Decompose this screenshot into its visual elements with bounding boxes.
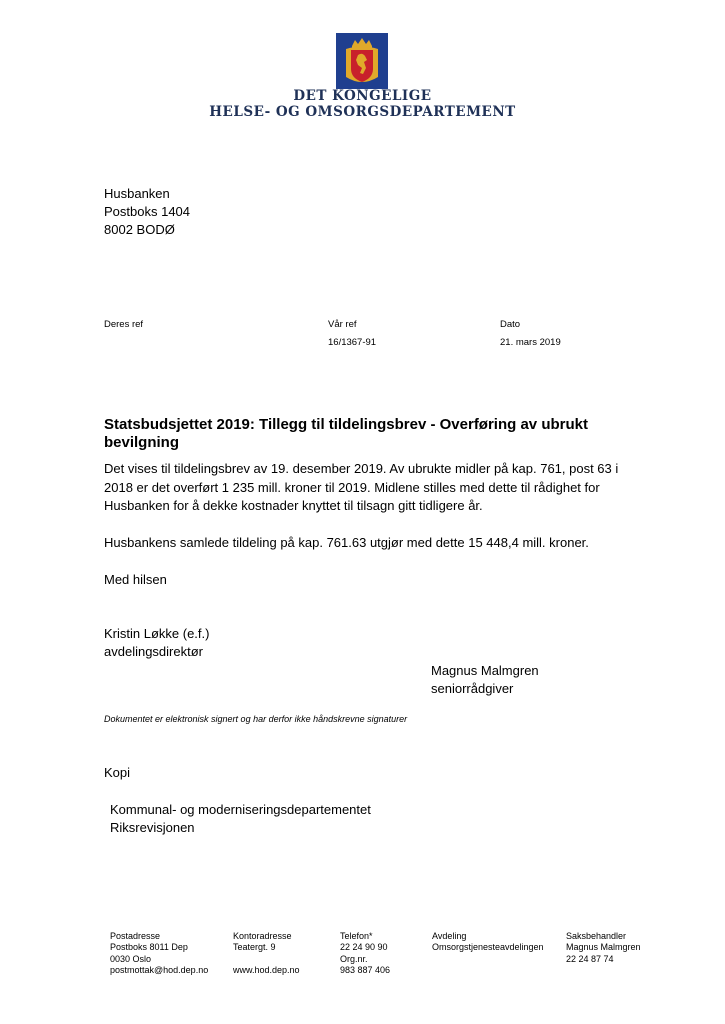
var-ref-label: Vår ref (328, 319, 357, 330)
footer-saksbehandler-label: Saksbehandler (566, 931, 627, 941)
footer-orgnr-label: Org.nr. (340, 953, 368, 964)
footer-kontoradresse-label: Kontoradresse (233, 931, 292, 941)
department-name (190, 89, 535, 120)
footer-spacer (233, 954, 300, 965)
signature-1-name: Kristin Løkke (e.f.) (104, 626, 210, 641)
copy-list (110, 801, 371, 837)
footer-postadresse-label: Postadresse (110, 931, 161, 941)
footer-postadresse (110, 931, 208, 976)
var-ref-value: 16/1367-91 (328, 337, 377, 348)
electronic-signature-notice: Dokumentet er elektronisk signert og har derfor ikke håndskrevne signaturer (104, 714, 408, 724)
body-paragraph-1: Det vises til tildelingsbrev av 19. desember 2019. Av ubrukte midler på kap. 761, post 63 i 2018 er det overført 1 235 mill. kroner til 2019. Midlene stilles med dette til rådighet for Husbanken for å dekke kostnader knyttet til tilsagn gitt tidligere år. (104, 461, 619, 513)
footer-avdeling (432, 931, 544, 954)
signature-2-name: Magnus Malmgren (431, 663, 539, 678)
footer-telefon-label: Telefon* (340, 931, 373, 941)
date-label: Dato (500, 319, 521, 330)
footer-postadresse-line: Postboks 8011 Dep (110, 942, 188, 953)
signature-2-title: seniorrådgiver (431, 681, 514, 696)
footer-kontoradresse-line: Teatergt. 9 (233, 942, 276, 953)
greeting: Med hilsen (104, 572, 167, 587)
signature-1 (104, 625, 209, 661)
recipient-address (104, 185, 190, 239)
copy-item: Riksrevisjonen (110, 820, 195, 835)
footer-saksbehandler (566, 931, 641, 965)
footer-website[interactable]: www.hod.dep.no (233, 964, 300, 975)
crown-lion-icon (336, 33, 388, 89)
footer-avdeling-label: Avdeling (432, 931, 467, 941)
signature-1-title: avdelingsdirektør (104, 644, 203, 659)
recipient-postal: 8002 BODØ (104, 222, 175, 237)
signature-2 (431, 662, 539, 698)
department-line-1: DET KONGELIGE (293, 88, 432, 104)
copy-item: Kommunal- og moderniseringsdepartementet (110, 802, 371, 817)
footer-saksbehandler-phone: 22 24 87 74 (566, 953, 614, 964)
letter-subject: Statsbudsjettet 2019: Tillegg til tildelingsbrev - Overføring av ubrukt bevilgning (104, 416, 588, 451)
footer-orgnr-value: 983 887 406 (340, 964, 391, 975)
footer-kontoradresse (233, 931, 300, 976)
footer-saksbehandler-name: Magnus Malmgren (566, 942, 641, 953)
footer-avdeling-value: Omsorgstjenesteavdelingen (432, 942, 544, 953)
deres-ref-label: Deres ref (104, 319, 144, 330)
date-value: 21. mars 2019 (500, 337, 561, 348)
footer-telefon-number: 22 24 90 90 (340, 942, 388, 953)
footer-postadresse-line: 0030 Oslo (110, 953, 152, 964)
recipient-street: Postboks 1404 (104, 204, 191, 219)
footer-email[interactable]: postmottak@hod.dep.no (110, 964, 209, 975)
department-line-2: HELSE- OG OMSORGSDEPARTEMENT (209, 104, 516, 120)
coat-of-arms-logo (336, 33, 388, 89)
body-paragraph-2: Husbankens samlede tildeling på kap. 761.63 utgjør med dette 15 448,4 mill. kroner. (104, 535, 589, 550)
recipient-name: Husbanken (104, 186, 170, 201)
footer-telefon (340, 931, 390, 976)
copy-heading: Kopi (104, 765, 131, 780)
